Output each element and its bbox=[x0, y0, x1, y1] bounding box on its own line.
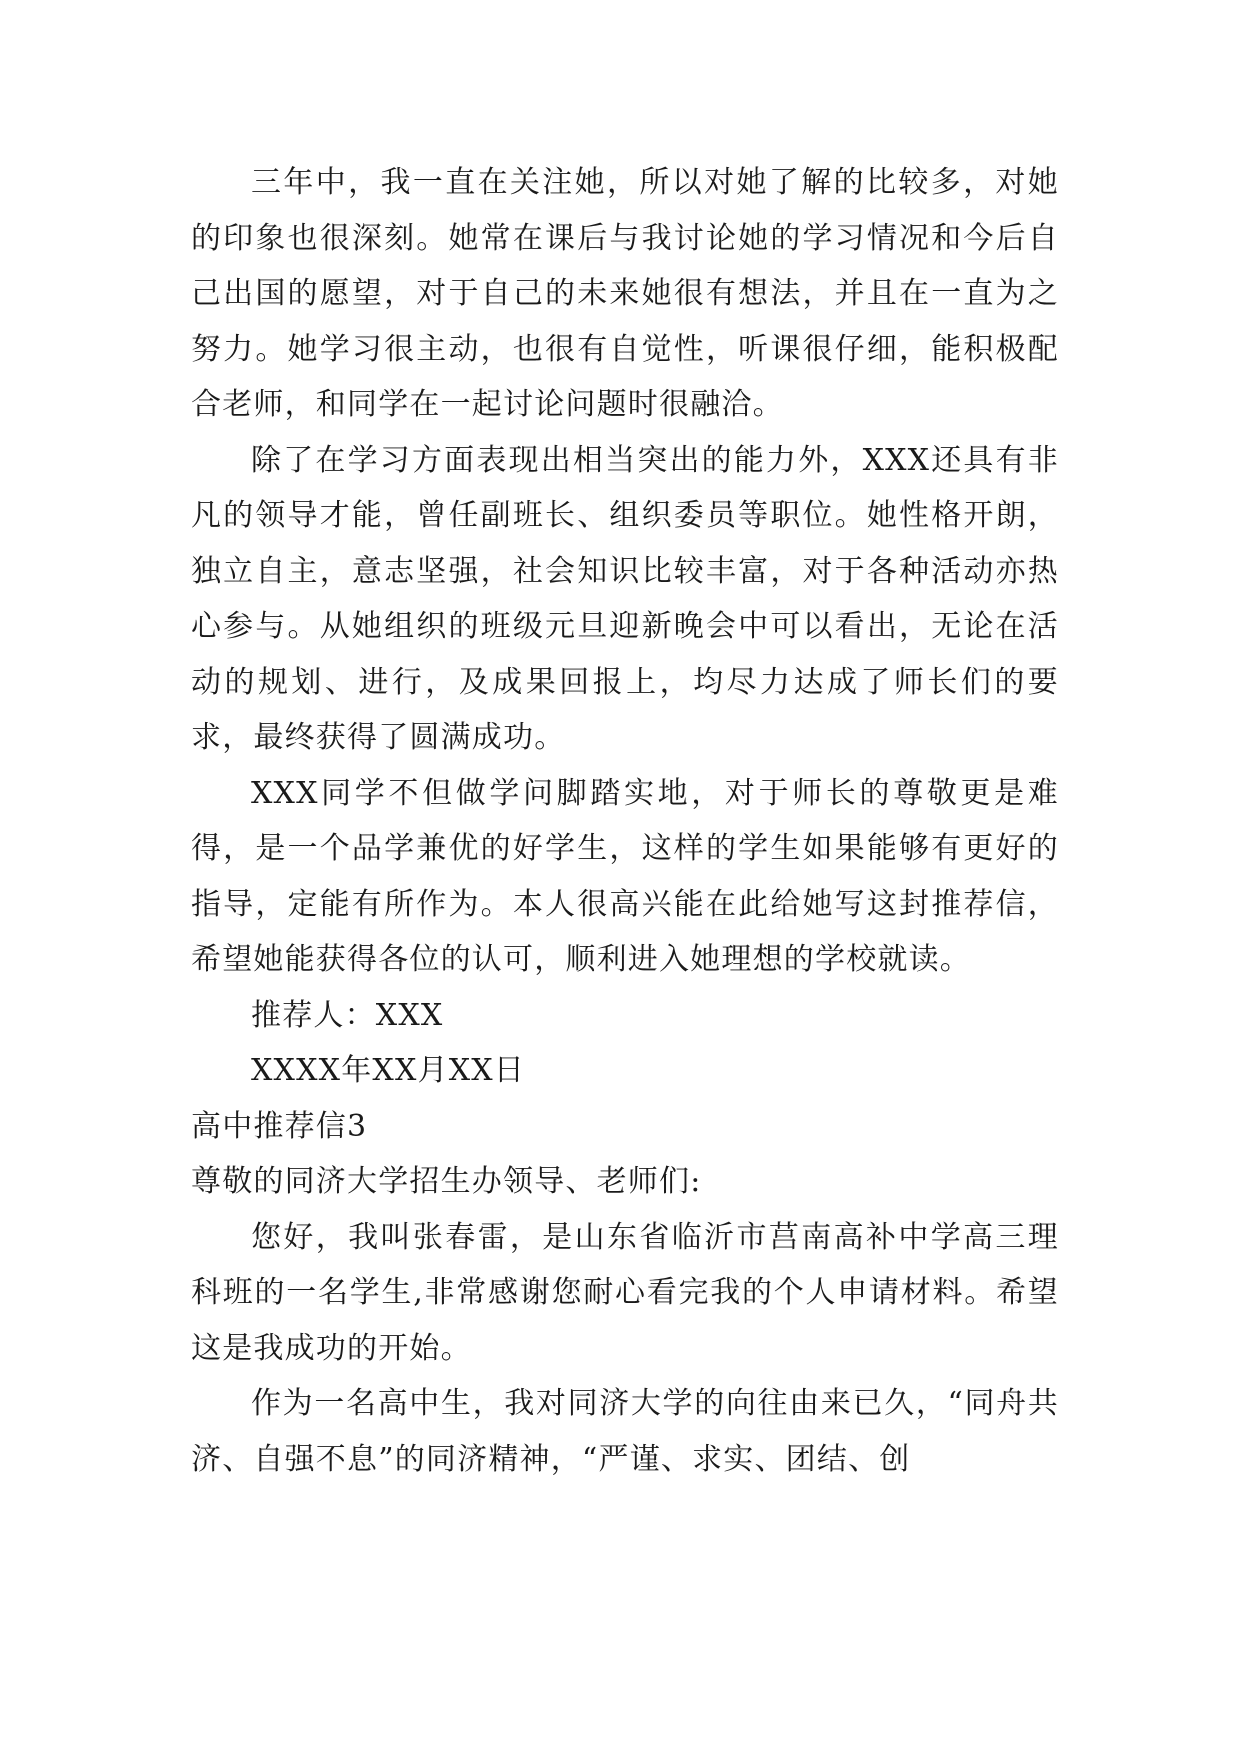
letter-paragraph: 作为一名高中生，我对同济大学的向往由来已久，“同舟共济、自强不息”的同济精神，“严谨、求实、团结、创 bbox=[191, 1386, 1059, 1477]
body-paragraph: 三年中，我一直在关注她，所以对她了解的比较多，对她的印象也很深刻。她常在课后与我讨论她的学习情况和今后自己出国的愿望，对于自己的未来她很有想法，并且在一直为之努力。她学习很主动，也很有自觉性，听课很仔细，能积极配合老师，和同学在一起讨论问题时很融洽。 bbox=[191, 165, 1059, 422]
signature-line: 推荐人：XXX bbox=[251, 997, 444, 1033]
section-title: 高中推荐信3 bbox=[191, 1108, 368, 1144]
body-paragraph: XXX同学不但做学问脚踏实地，对于师长的尊敬更是难得，是一个品学兼优的好学生，这样的学生如果能够有更好的指导，定能有所作为。本人很高兴能在此给她写这封推荐信，希望她能获得各位的认可，顺利进入她理想的学校就读。 bbox=[191, 775, 1059, 977]
document-page bbox=[191, 155, 1059, 1487]
salutation: 尊敬的同济大学招生办领导、老师们: bbox=[191, 1164, 702, 1199]
date-line: XXXX年XX月XX日 bbox=[251, 1053, 526, 1088]
body-paragraph: 除了在学习方面表现出相当突出的能力外，XXX还具有非凡的领导才能，曾任副班长、组织委员等职位。她性格开朗，独立自主，意志坚强，社会知识比较丰富，对于各种活动亦热心参与。从她组织的班级元旦迎新晚会中可以看出，无论在活动的规划、进行，及成果回报上，均尽力达成了师长们的要求，最终获得了圆满成功。 bbox=[191, 442, 1059, 755]
letter-paragraph: 您好，我叫张春雷，是山东省临沂市莒南高补中学高三理科班的一名学生,非常感谢您耐心看完我的个人申请材料。希望这是我成功的开始。 bbox=[191, 1219, 1059, 1366]
